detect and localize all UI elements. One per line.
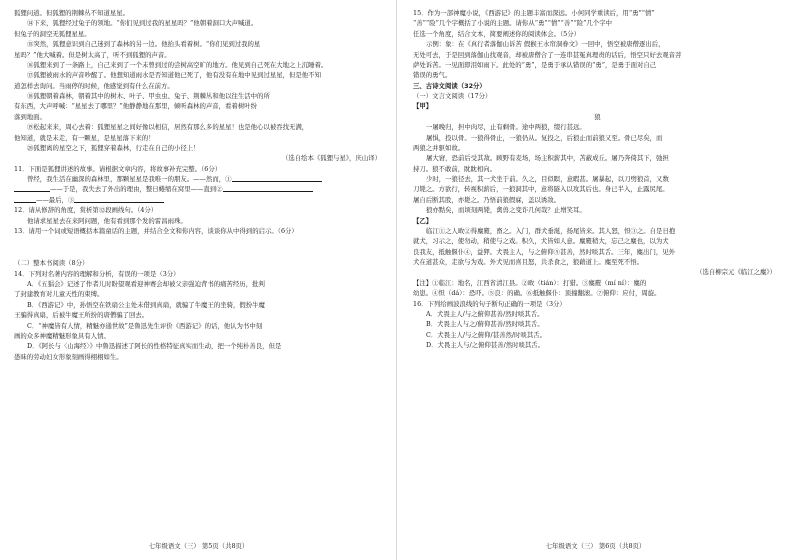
option-d: D．犬畏主人与/之俯仰甚善/然时啖其舌。 <box>426 341 545 349</box>
text-line: ⑭下来，狐狸经过兔子的领地。“你们见到过我的星星吗？”他朝着洞口大声喊道。 <box>27 19 258 28</box>
question-15: 15．作为一部神魔小说，《西游记》的主题丰富而深远。小何同学重读后，用“勇”“情” <box>413 9 655 17</box>
option-line: A．《五猖会》记述了作者儿时盼望观看迎神赛会却被父亲强迫背书的痛苦经历，批判 <box>27 280 265 288</box>
text-line: 少时，一狼径去，其一犬坐于前。久之，目似瞑，意暇甚。屠暴起，以刀劈狼首，又数 <box>426 175 669 183</box>
page-6 <box>397 0 794 560</box>
answer-blank[interactable] <box>14 195 36 203</box>
q11-line: ——于是，我失去了外出的理由，整日蜷缩在窝里——直到② <box>14 184 387 194</box>
page-footer: 七年级语文（三） 第5页（共8页） <box>148 541 249 550</box>
option-line: 王骗得真扇，后被牛魔王所扮的唐僧骗了回去。 <box>14 311 149 320</box>
section-heading: 三、古诗文阅读（32分） <box>413 81 486 90</box>
text-line: 错误的勇气。 <box>413 71 452 80</box>
text-line: ⑯狐狸来到了一条路上，自己来到了一个未曾到过的尝树高空旷的地方。他见到自己死在大地之上沉睡着。 <box>27 60 328 69</box>
text-line: 屠大窘，恐前后受其敌。顾野有麦场，场主积薪其中，苫蔽成丘。屠乃奔倚其下，弛担 <box>426 154 669 163</box>
text-line: 星吗？”他大喊着。但是树太高了，听不到狐狸的声音。 <box>14 50 171 59</box>
text-line: 道怎样去询问。当雨停的时候，他感觉到有什么在前方。 <box>14 81 174 90</box>
answer-blank[interactable] <box>223 184 313 192</box>
option-line: 了封建教育对儿童天性的束缚。 <box>14 290 104 299</box>
option-line: B．《西游记》中，孙悟空在铁扇公主处未借到真扇，就骗了牛魔王的坐骑，假扮牛魔 <box>27 300 265 309</box>
answer-space <box>14 236 387 258</box>
q12-quote: 他请求星星去在来阿问题，他有看到那个发的雷昌雨珠。 <box>27 216 187 225</box>
text-line: 有东西，大声呼喊：“星星去了哪里？”他静静地在那里，倾听森林的声音，看着树叶纷 <box>14 102 257 111</box>
question-14: 14．下列对名著内容的理解和分析，有误的一项是（3分） <box>14 269 180 278</box>
passage-title: 狼 <box>594 112 601 121</box>
text-line: 无处可去，于是回到落伽山找观音，却被唐僧合了一连串甚冤真理责的话后，悟空只好去观音菩 <box>413 50 682 59</box>
text-line: 落到地面。 <box>14 112 46 121</box>
subsection-heading: （一）文言文阅读（17分） <box>413 92 492 100</box>
text-line: 一屠晚归，担中肉尽，止有剩骨。途中两狼，缀行甚远。 <box>426 123 586 132</box>
q11-line: ——最后，③ <box>14 195 387 205</box>
question-11: 11．下面是狐狸讲述的故事。请根据文章内容，将故事补充完整。（6分） <box>14 164 222 173</box>
answer-blank[interactable] <box>74 195 164 203</box>
text-line: 但兔子的洞空无狐狸星星。 <box>14 29 91 38</box>
text-line: ⑱狐狸朝着森林，朝着其中的树木、叶子、甲虫虫、兔子、荆棘丛和他以往生活中的所 <box>27 92 270 100</box>
text-line: ⑮突然，狐狸意识到自己迷到了森林的另一边。他抬头看着树。“你们见到过我的星 <box>27 40 261 49</box>
text-line: ⑲松起来来，周心去着：狐狸星星之间好像以相信，居然有那么多的星星！也是他心以被吞找无满， <box>27 123 309 132</box>
note-line: 幼崽。④怛（dá）：恐吓。⑤良：的确。⑥抵触偃仆：顶撞翻滚。⑦俯仰：应付，周旋。 <box>413 289 661 298</box>
answer-blank[interactable] <box>232 174 322 182</box>
text-line: 持刀。狼不敢前，眈眈相向。 <box>413 164 497 173</box>
text-line: 犬在道甚众，走欲与为戏。外犬见而喜且怒，共杀食之，狼藉道上。麋至死不悟。 <box>413 258 644 266</box>
page-footer: 七年级语文（三） 第6页（共8页） <box>545 541 646 550</box>
passage-label-jia: 【甲】 <box>413 102 433 111</box>
passage-label-yi: 【乙】 <box>413 216 433 225</box>
answer-blank[interactable] <box>14 184 50 192</box>
option-line: 愚昧的劳动妇女形象刻画得栩栩如生。 <box>14 352 123 361</box>
text-line: ⑰狐狸被雨水的声音吵醒了。他想知道雨水是否知道他已死了，他有没有在地中见到过星星，但是他不知 <box>27 71 321 80</box>
text-line: 良我友，抵触偃仆④，益狎。犬畏主人，与之俯仰⑤甚善，然时啖其舌。三年，麋出门，见外 <box>413 247 676 256</box>
text-line: 萨处诉苦。一见面即泪如雨下。此处的“勇”，是勇于承认错误的“勇”，是勇于面对自己 <box>413 60 657 69</box>
passage-source: （选自柳宗元《临江之麋》） <box>696 268 776 277</box>
q11-line: 曾经，我生活在幽深的森林里，那颗星星是我唯一的朋友。——然而，① <box>14 174 387 184</box>
text-line: 狼亦黠矣，而顷刻两毙，禽兽之变诈几何哉？止增笑耳。 <box>426 206 586 215</box>
text-line: 两狼之并驱如故。 <box>413 143 465 152</box>
option-line: 画的众多神魔精魅形象具有人情。 <box>14 331 110 340</box>
section-heading: （二）整本书阅读（8分） <box>14 259 89 268</box>
text-line: 就犬，习示之，使勿动，稍使与之戏。积久，犬皆如人意。麋麑稍大，忘己之麋也，以为犬 <box>413 237 669 246</box>
text-line: 狐狸问道。但狐狸的荆棘丛不知道星星。 <box>14 9 130 17</box>
option-c: C．犬畏主人/与之俯仰/甚善然/时啖其舌。 <box>426 330 546 339</box>
question-13: 13．请用一个词或短语概括本篇童话的主题，并结合全文和你内容，谈谈你从中得到的启示。（6分） <box>14 226 298 235</box>
question-12: 12．请从修辞的角度，赏析第⑫段画线句。（4分） <box>14 206 158 215</box>
option-b: B．犬畏主人与之/俯仰甚善/然时啖其舌。 <box>426 320 544 329</box>
passage-source: （选自绘本《狐狸与星》，庆山译） <box>281 154 381 163</box>
text-line: 临江①之人畋②得麋麑，畜之。入门，群犬垂涎，扬尾皆来。其人怒，怛③之。自是日抱 <box>426 226 676 235</box>
text-line: 任选一个角度，结合文本，简要阐述你的阅读体会。（5分） <box>413 29 581 38</box>
question-16: 16．下列给画波浪线的句子断句正确的一项是（3分） <box>413 299 566 308</box>
text-line: ⑳狐狸离的星空之下，狐狸穿着森林，行走在自己的小径上！ <box>27 143 200 152</box>
text-line: 他知道，就是未走，有一颗星，是星星落下来的！ <box>14 133 155 142</box>
text-line: 刀毙之。方欲行，转视积薪后，一狼洞其中，意将隧入以攻其后也。身已半入，止露尻尾。 <box>413 185 669 194</box>
text-line: 屠自后断其股，亦毙之。乃悟前狼假寐，盖以诱敌。 <box>413 195 560 204</box>
text-line: 屠惧，投以骨。一狼得骨止，一狼仍从。复投之，后狼止而前狼又至。骨已尽矣，而 <box>426 133 663 142</box>
option-a: A．犬畏主人/与之俯仰甚善/然时啖其舌。 <box>426 309 544 318</box>
text-line: “善”“险”几个字概括了小说的主题。请你从“勇”“情”“善”“险”几个字中 <box>413 19 612 28</box>
text-line: 示例：象：在《真行者落伽山诉苦 假猴王水帘洞眷文》一回中，悟空被唐僧逐出后， <box>426 40 665 49</box>
option-line: D．《阿长与〈山海经〉》中鲁迅描述了阿长的性格特征真实而生动，把一个纯朴善良，但是 <box>27 342 282 351</box>
option-line: C．“神魔皆有人情，精魅亦通世故”是鲁迅先生评价《西游记》的话，他认为书中刻 <box>27 321 263 330</box>
note-line: 【注】①临江：地名，江西省清江县。②畋（tián）：打猎。③麋麑（mí ní）：麋的 <box>413 278 647 287</box>
